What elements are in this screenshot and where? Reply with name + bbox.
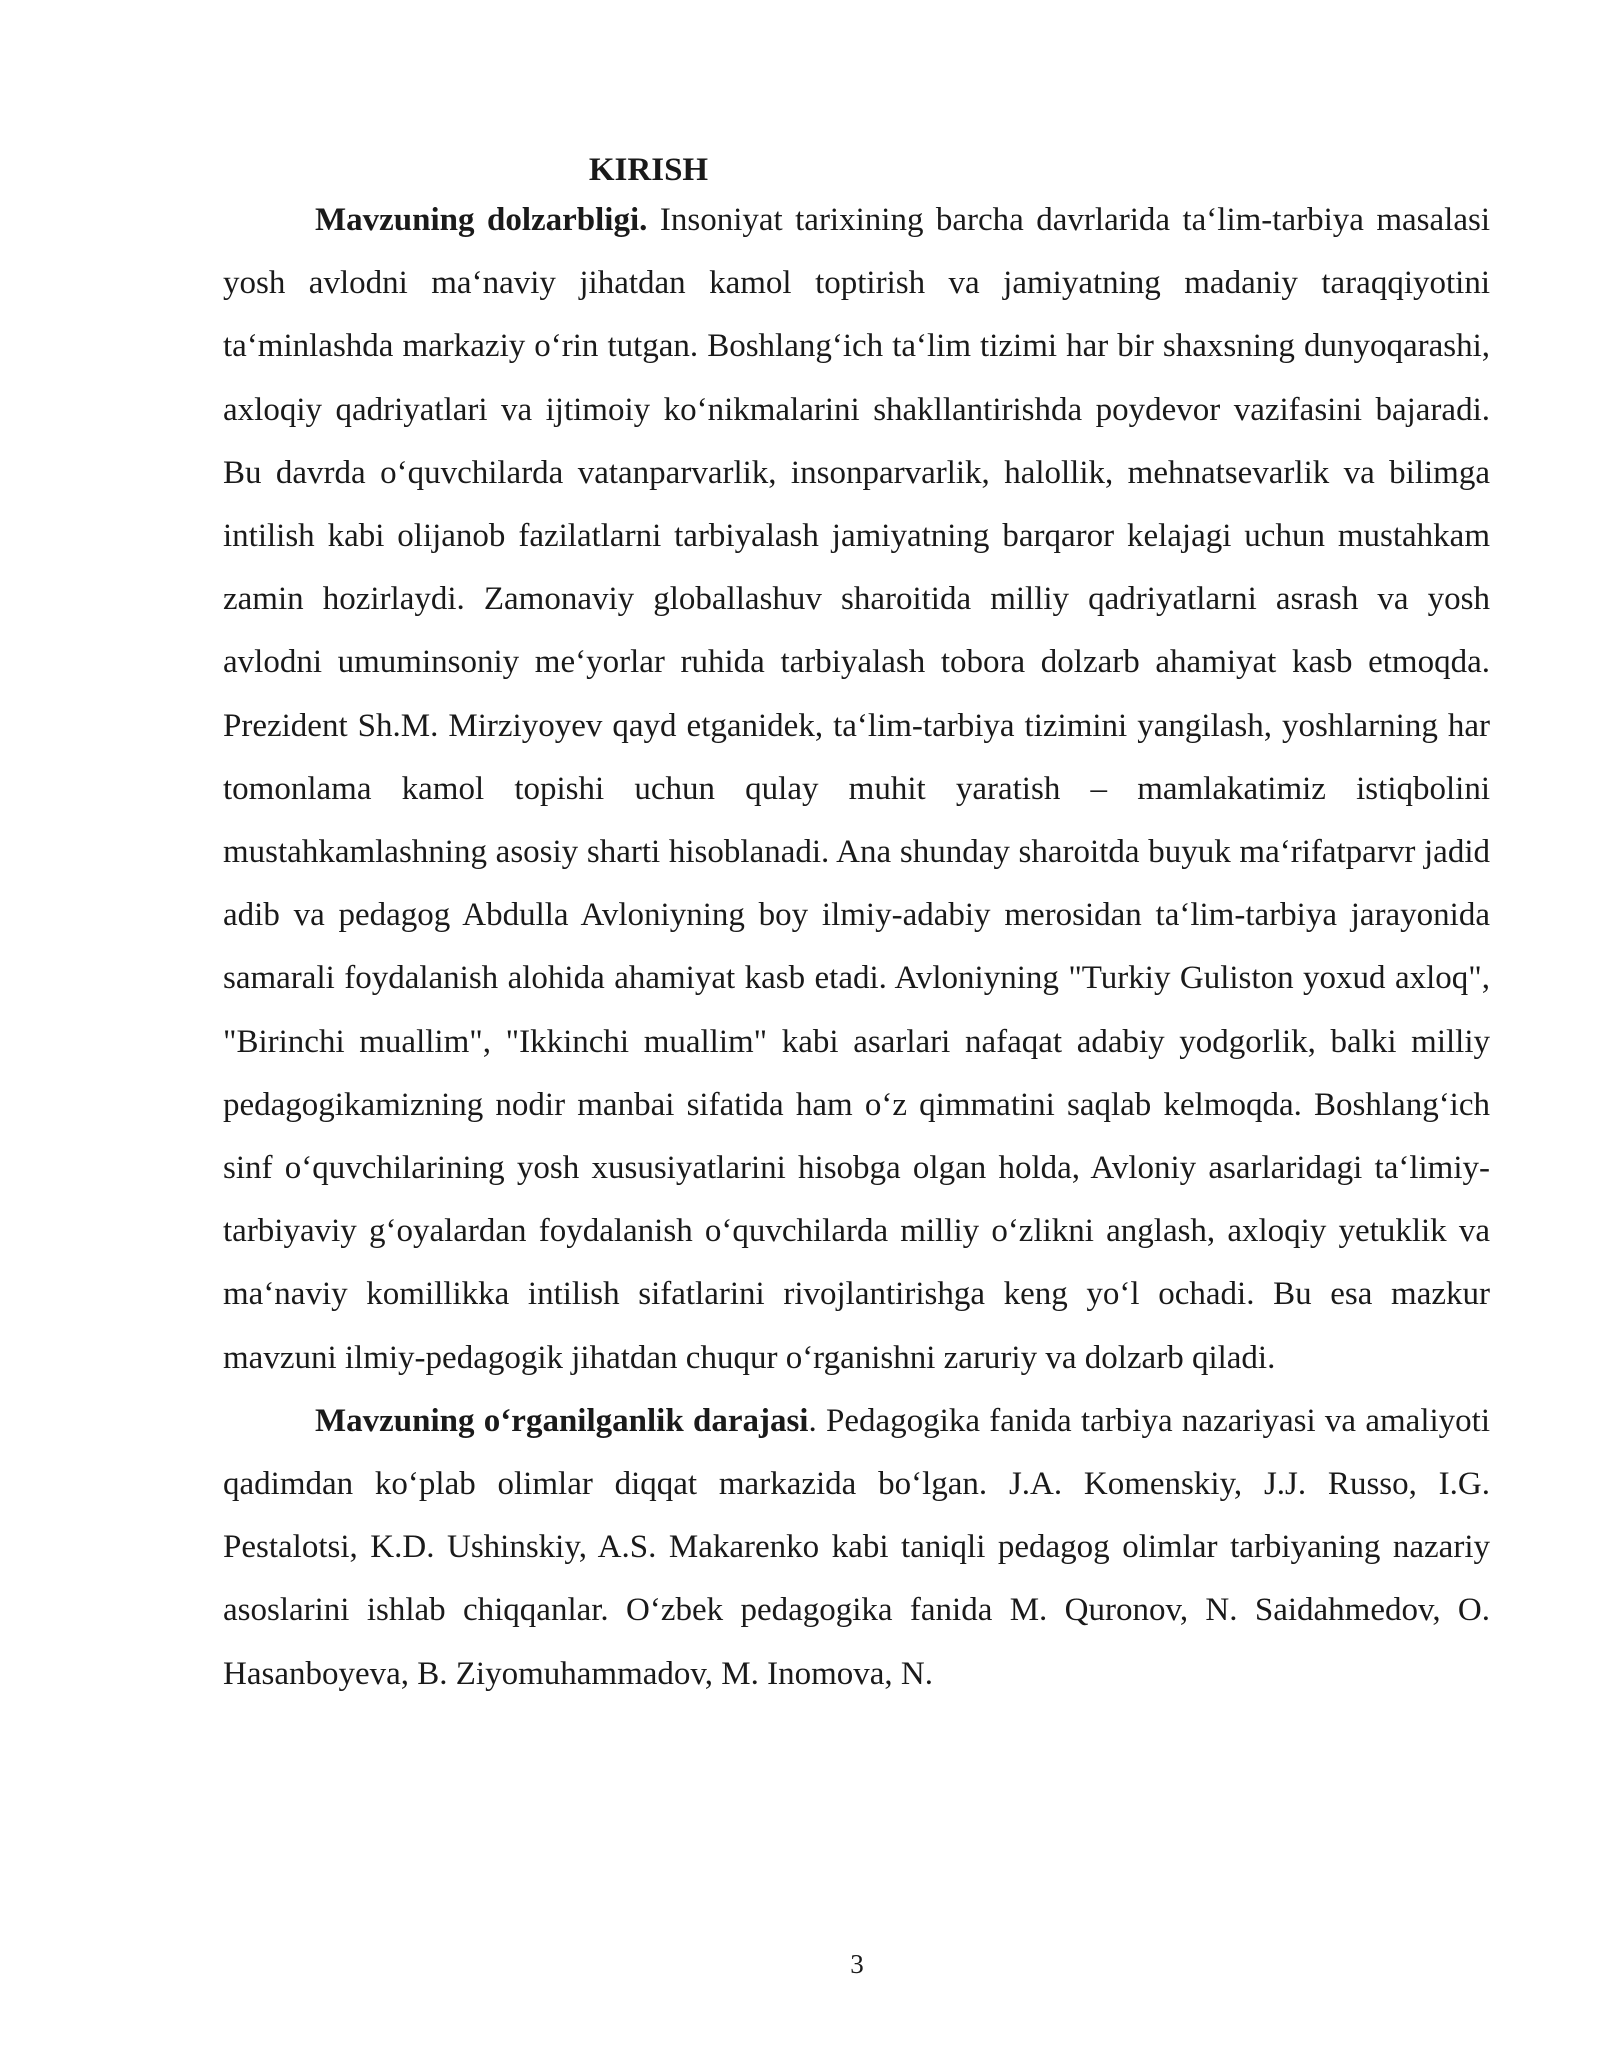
- section-heading-text: KIRISH: [588, 152, 709, 188]
- body-text: [223, 189, 1490, 1706]
- paragraph-lead: Mavzuning dolzarbligi.: [315, 202, 648, 238]
- paragraph-relevance: [223, 189, 1490, 1390]
- paragraph-research-level: [223, 1390, 1490, 1706]
- section-heading: [0, 148, 1600, 192]
- page-number: 3: [850, 1949, 864, 1979]
- paragraph-text: . Pedagogika fanida tarbiya nazariyasi va amaliyoti qadimdan koʻplab olimlar diqqat markazida boʻlgan. J.A. Komenskiy, J.J. Russo, I.G. Pestalotsi, K.D. Ushinskiy, A.S. Makarenko kabi taniqli pedagog olimlar tarbiyaning nazariy asoslarini ishlab chiqqanlar. Oʻzbek pedagogika fanida M. Quronov, N. Saidahmedov, O. Hasanboyeva, B. Ziyomuhammadov, M. Inomova, N.: [223, 1402, 1491, 1692]
- paragraph-lead: Mavzuning oʻrganilganlik darajasi: [315, 1402, 809, 1439]
- paragraph-text: Insoniyat tarixining barcha davrlarida taʻlim-tarbiya masalasi yosh avlodni maʻnaviy jihatdan kamol toptirish va jamiyatning madaniy taraqqiyotini taʻminlashda markaziy oʻrin tutgan. Boshlangʻich taʻlim tizimi har bir shaxsning dunyoqarashi, axloqiy qadriyatlari va ijtimoiy koʻnikmalarini shakllantirishda poydevor vazifasini bajaradi. Bu davrda oʻquvchilarda vatanparvarlik, insonparvarlik, halollik, mehnatsevarlik va bilimga intilish kabi olijanob fazilatlarni tarbiyalash jamiyatning barqaror kelajagi uchun mustahkam zamin hozirlaydi. Zamonaviy globallashuv sharoitida milliy qadriyatlarni asrash va yosh avlodni umuminsoniy meʻyorlar ruhida tarbiyalash tobora dolzarb ahamiyat kasb etmoqda. Prezident Sh.M. Mirziyoyev qayd etganidek, taʻlim-tarbiya tizimini yangilash, yoshlarning har tomonlama kamol topishi uchun qulay muhit yaratish – mamlakatimiz istiqbolini mustahkamlashning asosiy sharti hisoblanadi. Ana shunday sharoitda buyuk maʻrifatparvr jadid adib va pedagog Abdulla Avloniyning boy ilmiy-adabiy merosidan taʻlim-tarbiya jarayonida samarali foydalanish alohida ahamiyat kasb etadi. Avloniyning "Turkiy Guliston yoxud axloq", "Birinchi muallim", "Ikkinchi muallim" kabi asarlari nafaqat adabiy yodgorlik, balki milliy pedagogikamizning nodir manbai sifatida ham oʻz qimmatini saqlab kelmoqda. Boshlangʻich sinf oʻquvchilarining yosh xususiyatlarini hisobga olgan holda, Avloniy asarlaridagi taʻlimiy-tarbiyaviy gʻoyalardan foydalanish oʻquvchilarda milliy oʻzlikni anglash, axloqiy yetuklik va maʻnaviy komillikka intilish sifatlarini rivojlantirishga keng yoʻl ochadi. Bu esa mazkur mavzuni ilmiy-pedagogik jihatdan chuqur oʻrganishni zaruriy va dolzarb qiladi.: [223, 202, 1490, 1376]
